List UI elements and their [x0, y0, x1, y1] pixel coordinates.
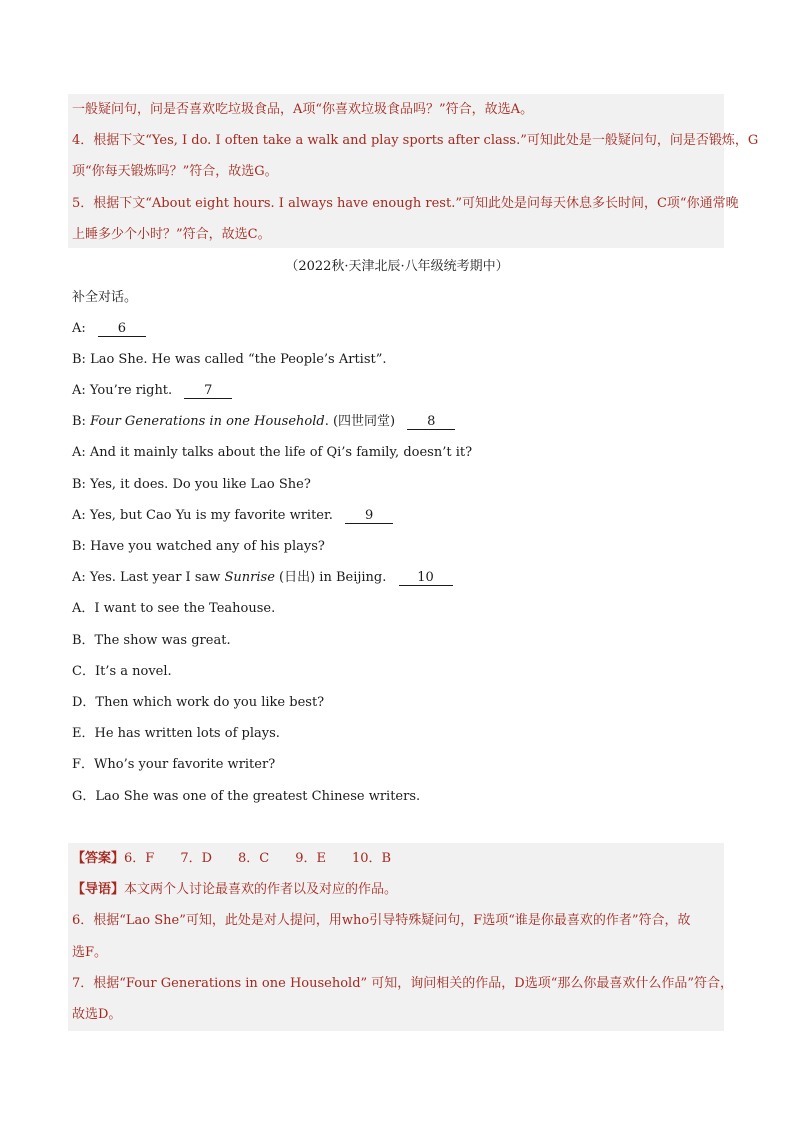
speaker: A: [72, 508, 86, 523]
dialogue-text: Have you watched any of his plays? [90, 539, 325, 554]
option-a: A．I want to see the Teahouse. [72, 601, 276, 616]
answer-label: 【答案】 [72, 851, 125, 866]
explanation-line: 上睡多少个小时？”符合，故选C。 [72, 227, 271, 242]
option-e: E．He has written lots of plays. [72, 726, 280, 741]
answer-item: 10．B [352, 851, 392, 866]
dialogue-text: You’re right. [89, 383, 173, 398]
dialogue-text: Yes. Last year I saw [89, 570, 225, 585]
dialogue-line [72, 507, 393, 525]
option-c: C．It’s a novel. [72, 664, 172, 679]
answer-item: 8．C [238, 851, 270, 866]
answer-blank: 10 [399, 570, 453, 586]
dialogue-text: Yes, it does. Do you like Lao She? [90, 477, 311, 492]
speaker: A: [72, 383, 86, 398]
question-source: （2022秋·天津北辰·八年级统考期中） [285, 259, 509, 274]
answer-blank: 8 [407, 414, 455, 430]
dialogue-line [72, 476, 311, 494]
dialogue-line [72, 444, 472, 462]
dialogue-text: Lao She. He was called “the People’s Artist”. [90, 352, 387, 367]
answer-line [72, 850, 391, 868]
guide-text: 本文两个人讨论最喜欢的作者以及对应的作品。 [124, 882, 398, 897]
answer-block [68, 843, 724, 1031]
option-g: G．Lao She was one of the greatest Chinese writers. [72, 789, 421, 804]
dialogue-line [72, 538, 325, 556]
explanation-line: 故选D。 [72, 1007, 122, 1022]
dialogue-line [72, 320, 146, 338]
answer-item: 6．F [124, 851, 155, 866]
speaker: A: [72, 570, 86, 585]
explanation-line: 选F。 [72, 945, 108, 960]
dialogue-italic-text: Four Generations in one Household [90, 414, 325, 429]
option-d: D．Then which work do you like best? [72, 695, 325, 710]
dialogue-text: Yes, but Cao Yu is my favorite writer. [89, 508, 333, 523]
speaker: B: [72, 352, 86, 367]
speaker: B: [72, 539, 86, 554]
dialogue-text: (日出) in Beijing. [274, 570, 387, 585]
option-b: B．The show was great. [72, 633, 231, 648]
dialogue-line [72, 569, 453, 587]
dialogue-line [72, 351, 387, 369]
answer-blank: 6 [98, 321, 146, 337]
dialogue-line [72, 413, 455, 431]
explanation-line: 一般疑问句，问是否喜欢吃垃圾食品，A项“你喜欢垃圾食品吗？”符合，故选A。 [72, 102, 534, 117]
answer-item: 9．E [295, 851, 326, 866]
speaker: A: [72, 321, 86, 336]
explanation-line: 6．根据“Lao She”可知，此处是对人提问，用who引导特殊疑问句，F选项“谁是你最喜欢的作者”符合，故 [72, 913, 691, 928]
speaker: A: [72, 445, 86, 460]
explanation-line: 项“你每天锻炼吗？”符合，故选G。 [72, 164, 278, 179]
dialogue-text: . (四世同堂) [324, 414, 396, 429]
guide-line [72, 881, 397, 899]
dialogue-line [72, 382, 232, 400]
instruction: 补全对话。 [72, 290, 138, 305]
answer-blank: 7 [184, 383, 232, 399]
speaker: B: [72, 477, 86, 492]
answer-item: 7．D [180, 851, 213, 866]
speaker: B: [72, 414, 86, 429]
dialogue-text: And it mainly talks about the life of Qi’s family, doesn’t it? [89, 445, 473, 460]
explanation-line: 7．根据“Four Generations in one Household” 可知，询问相关的作品，D选项“那么你最喜欢什么作品”符合， [72, 976, 734, 991]
guide-label: 【导语】 [72, 882, 125, 897]
answer-blank: 9 [345, 508, 393, 524]
explanation-line: 4．根据下文“Yes, I do. I often take a walk and play sports after class.”可知此处是一般疑问句，问是否锻炼，G [72, 133, 759, 148]
explanation-line: 5．根据下文“About eight hours. I always have enough rest.”可知此处是问每天休息多长时间，C项“你通常晚 [72, 196, 739, 211]
option-f: F．Who’s your favorite writer? [72, 757, 276, 772]
dialogue-italic-text: Sunrise [224, 570, 275, 585]
